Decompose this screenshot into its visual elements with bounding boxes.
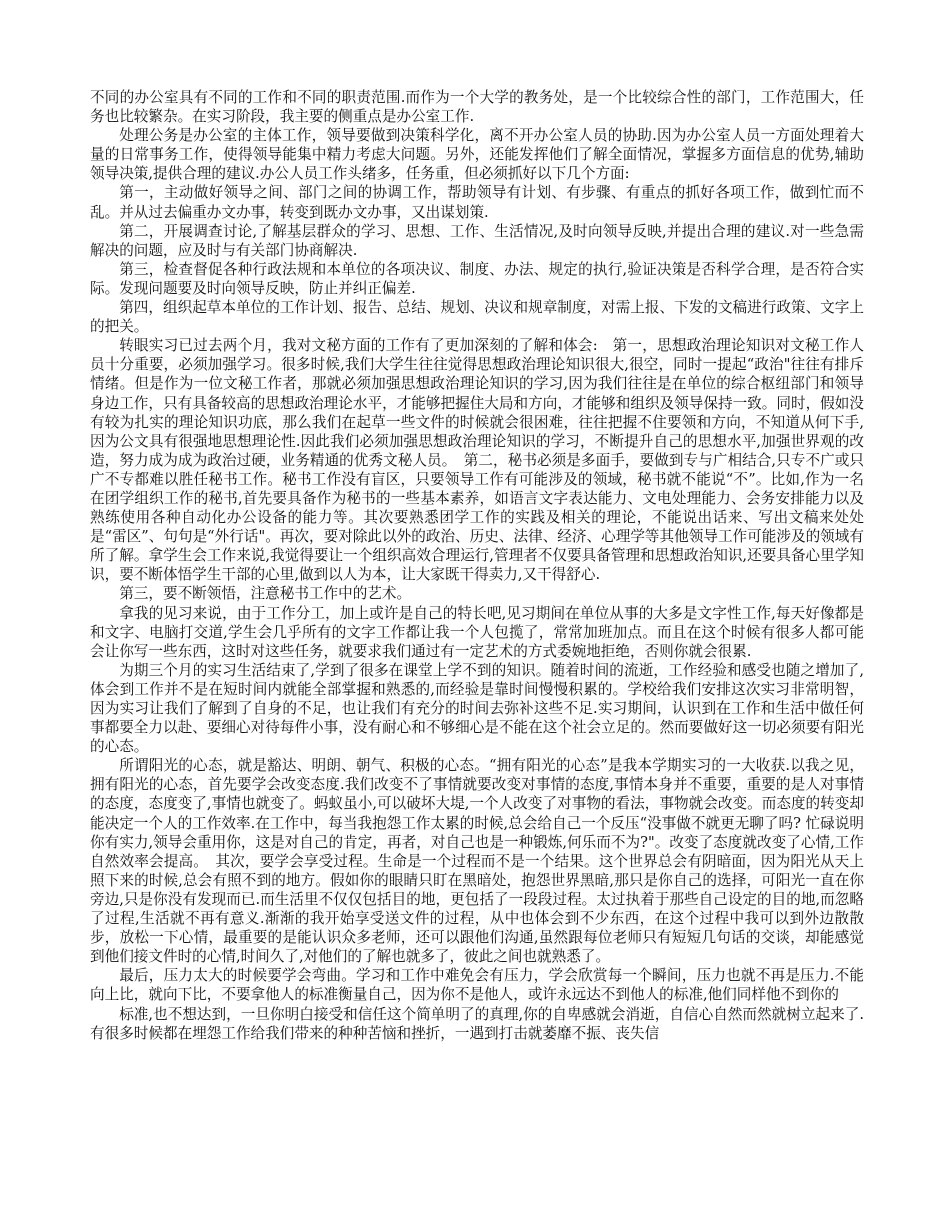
paragraph-13: 标准,也不想达到，一旦你明白接受和信任这个简单明了的真理,你的自卑感就会消逝，自信心自然而然就树立起来了.有很多时候都在埋怨工作给我们带来的种种苦恼和挫折，一遇到打击就萎靡不振、丧失信: [90, 1005, 864, 1042]
paragraph-7: 转眼实习已过去两个月，我对文秘方面的工作有了更加深刻的了解和体会: 第一，思想政治理论知识对文秘工作人员十分重要，必须加强学习。很多时候,我们大学生往往觉得思想政治理论知识很大,很空，同时一提起“政治"往往有排斥情绪。但是作为一位文秘工作者，那就必须加强思想政治理论知识的学习,因为我们往往是在单位的综合枢纽部门和领导身边工作，只有具备较高的思想政治理论水平，才能够把握住大局和方向，才能够和组织及领导保持一致。同时，假如没有较为扎实的理论知识功底，那么我们在起草一些文件的时候就会很困难，往往把握不住要领和方向，不知道从何下手,因为公文具有很强地思想理论性.因此我们必须加强思想政治理论知识的学习，不断提升自己的思想水平,加强世界观的改造，努力成为成为政治过硬，业务精通的优秀文秘人员。 第二，秘书必须是多面手，要做到专与广相结合,只专不广或只广不专都难以胜任秘书工作。秘书工作没有盲区，只要领导工作有可能涉及的领域，秘书就不能说“不”。比如,作为一名在团学组织工作的秘书,首先要具备作为秘书的一些基本素养，如语言文字表达能力、文电处理能力、会务安排能力以及熟练使用各种自动化办公设备的能力等。其次要熟悉团学工作的实践及相关的理论，不能说出话来、写出文稿来处处是“雷区”、句句是“外行话"。再次，要对除此以外的政治、历史、法律、经济、心理学等其他领导工作可能涉及的领域有所了解。拿学生会工作来说,我觉得要让一个组织高效合理运行,管理者不仅要具备管理和思想政治知识,还要具备心里学知识，要不断体悟学生干部的心里,做到以人为本，让大家既干得卖力,又干得舒心.: [90, 337, 864, 584]
paragraph-3: 第一，主动做好领导之间、部门之间的协调工作，帮助领导有计划、有步骤、有重点的抓好各项工作，做到忙而不乱。并从过去偏重办文办事，转变到既办文办事，又出谋划策.: [90, 184, 864, 221]
paragraph-5: 第三，检查督促各种行政法规和本单位的各项决议、制度、办法、规定的执行,验证决策是否科学合理，是否符合实际。发现问题要及时向领导反映，防止并纠正偏差.: [90, 260, 864, 297]
paragraph-6: 第四，组织起草本单位的工作计划、报告、总结、规划、决议和规章制度，对需上报、下发的文稿进行政策、文字上的把关。: [90, 299, 864, 336]
paragraph-4: 第二，开展调查讨论,了解基层群众的学习、思想、工作、生活情况,及时向领导反映,并提出合理的建议.对一些急需解决的问题，应及时与有关部门协商解决.: [90, 222, 864, 259]
paragraph-2: 处理公务是办公室的主体工作，领导要做到决策科学化，离不开办公室人员的协助.因为办公室人员一方面处理着大量的日常事务工作，使得领导能集中精力考虑大问题。另外，还能发挥他们了解全面情况，掌握多方面信息的优势,辅助领导决策,提供合理的建议.办公人员工作头绪多，任务重，但必须抓好以下几个方面:: [90, 127, 864, 183]
paragraph-8: 第三，要不断领悟，注意秘书工作中的艺术。: [119, 585, 412, 603]
paragraph-12: 最后，压力太大的时候要学会弯曲。学习和工作中难免会有压力，学会欣赏每一个瞬间，压力也就不再是压力.不能向上比，就向下比，不要拿他人的标准衡量自己，因为你不是他人，或许永远达不到他人的标准,他们同样他不到你的: [90, 967, 864, 1004]
paragraph-10: 为期三个月的实习生活结束了,学到了很多在课堂上学不到的知识。随着时间的流逝，工作经验和感受也随之增加了,体会到工作并不是在短时间内就能全部掌握和熟悉的,而经验是靠时间慢慢积累的。学校给我们安排这次实习非常明智，因为实习让我们了解到了自身的不足，也让我们有充分的时间去弥补这些不足.实习期间，认识到在工作和生活中做任何事都要全力以赴、要细心对待每件小事，没有耐心和不够细心是不能在这个社会立足的。然而要做好这一切必须要有阳光的心态。: [90, 661, 864, 756]
paragraph-9: 拿我的见习来说，由于工作分工，加上或许是自己的特长吧,见习期间在单位从事的大多是文字性工作,每天好像都是和文字、电脑打交道,学生会几乎所有的文字工作都让我一个人包揽了，常常加班加点。而且在这个时候有很多人都可能会让你写一些东西，这时对这些任务，就要求我们通过有一定艺术的方式委婉地拒绝，否则你就会很累.: [90, 604, 864, 660]
paragraph-11: 所谓阳光的心态，就是豁达、明朗、朝气、积极的心态。“拥有阳光的心态”是我本学期实习的一大收获.以我之见，拥有阳光的心态，首先要学会改变态度.我们改变不了事情就要改变对事情的态度,事情本身并不重要，重要的是人对事情的态度，态度变了,事情也就变了。蚂蚁虽小,可以破坏大堤,一个人改变了对事物的看法，事物就会改变。而态度的转变却能决定一个人的工作效率.在工作中，每当我抱怨工作太累的时候,总会给自己一个反压“没事做不就更无聊了吗? 忙碌说明你有实力,领导会重用你，这是对自己的肯定，再者，对自己也是一种锻炼,何乐而不为?"。改变了态度就改变了心情,工作自然效率会提高。 其次，要学会享受过程。生命是一个过程而不是一个结果。这个世界总会有阴暗面，因为阳光从天上照下来的时候,总会有照不到的地方。假如你的眼睛只盯在黑暗处，抱怨世界黑暗,那只是你自己的选择，可阳光一直在你旁边,只是你没有发现而已.而生活里不仅仅包括目的地，更包括了一段段过程。太过执着于那些自己设定的目的地,而忽略了过程,生活就不再有意义.渐渐的我开始享受送文件的过程，从中也体会到不少东西，在这个过程中我可以到外边散散步，放松一下心情，最重要的是能认识众多老师，还可以跟他们沟通,虽然跟每位老师只有短短几句话的交谈，却能感觉到他们接文件时的心情,时间久了,对他们的了解也就多了，彼此之间也就熟悉了。: [90, 757, 864, 966]
paragraph-1: 不同的办公室具有不同的工作和不同的职责范围.而作为一个大学的教务处，是一个比较综合性的部门，工作范围大，任务也比较繁杂。在实习阶段，我主要的侧重点是办公室工作.: [90, 89, 864, 126]
